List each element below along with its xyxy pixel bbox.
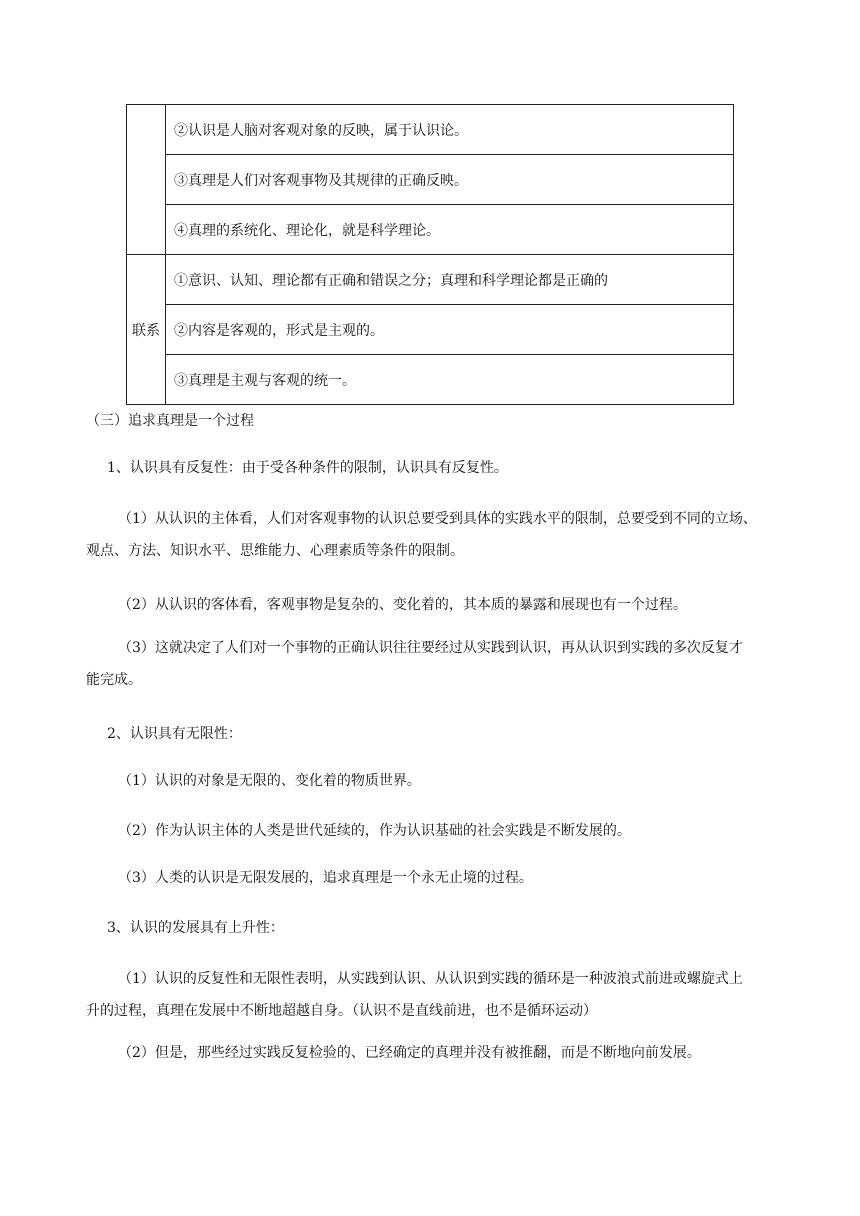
table-side-cell-relation: 联系 <box>127 255 166 405</box>
table-cell: ④真理的系统化、理论化，就是科学理论。 <box>166 205 734 255</box>
paragraph-line: 观点、方法、知识水平、思维能力、心理素质等条件的限制。 <box>86 543 464 559</box>
table-cell: ②内容是客观的，形式是主观的。 <box>166 305 734 355</box>
paragraph <box>86 765 786 797</box>
paragraph-line: （1）认识的反复性和无限性表明，从实践到认识、从认识到实践的循环是一种波浪式前进或螺旋式上 <box>118 971 743 987</box>
comparison-table <box>126 104 734 405</box>
paragraph <box>86 632 786 696</box>
paragraph-line: （2）作为认识主体的人类是世代延续的，作为认识基础的社会实践是不断发展的。 <box>118 823 631 839</box>
paragraph-line: （2）从认识的客体看，客观事物是复杂的、变化着的，其本质的暴露和展现也有一个过程。 <box>118 597 687 613</box>
table-row <box>127 255 734 305</box>
table-row <box>127 105 734 155</box>
section-title: （三）追求真理是一个过程 <box>86 413 254 429</box>
paragraph <box>86 503 786 567</box>
table-cell: ③真理是人们对客观事物及其规律的正确反映。 <box>166 155 734 205</box>
table-cell: ②认识是人脑对客观对象的反映，属于认识论。 <box>166 105 734 155</box>
heading-repetition: 1、认识具有反复性：由于受各种条件的限制，认识具有反复性。 <box>107 460 508 476</box>
paragraph <box>86 589 786 621</box>
table-cell: ①意识、认知、理论都有正确和错误之分；真理和科学理论都是正确的 <box>166 255 734 305</box>
paragraph-line: 能完成。 <box>86 672 142 688</box>
table-cell: ③真理是主观与客观的统一。 <box>166 355 734 405</box>
paragraph <box>86 1037 786 1069</box>
paragraph <box>86 862 786 894</box>
table-row <box>127 155 734 205</box>
paragraph-line: （2）但是，那些经过实践反复检验的、已经确定的真理并没有被推翻，而是不断地向前发展。 <box>118 1045 701 1061</box>
table-row <box>127 305 734 355</box>
heading-ascending: 3、认识的发展具有上升性： <box>107 920 284 936</box>
table-row <box>127 205 734 255</box>
paragraph-line: （3）这就决定了人们对一个事物的正确认识往往要经过从实践到认识，再从认识到实践的多次反复才 <box>118 640 743 656</box>
paragraph-line: 升的过程，真理在发展中不断地超越自身。（认识不是直线前进，也不是循环运动） <box>86 1003 597 1019</box>
paragraph <box>86 963 786 1027</box>
paragraph <box>86 815 786 847</box>
paragraph-line: （1）从认识的主体看，人们对客观事物的认识总要受到具体的实践水平的限制，总要受到不同的立场、 <box>118 511 757 527</box>
table-side-cell <box>127 105 166 255</box>
heading-infinity: 2、认识具有无限性： <box>107 726 242 742</box>
table-row <box>127 355 734 405</box>
paragraph-line: （1）认识的对象是无限的、变化着的物质世界。 <box>118 773 421 789</box>
paragraph-line: （3）人类的认识是无限发展的，追求真理是一个永无止境的过程。 <box>118 870 533 886</box>
